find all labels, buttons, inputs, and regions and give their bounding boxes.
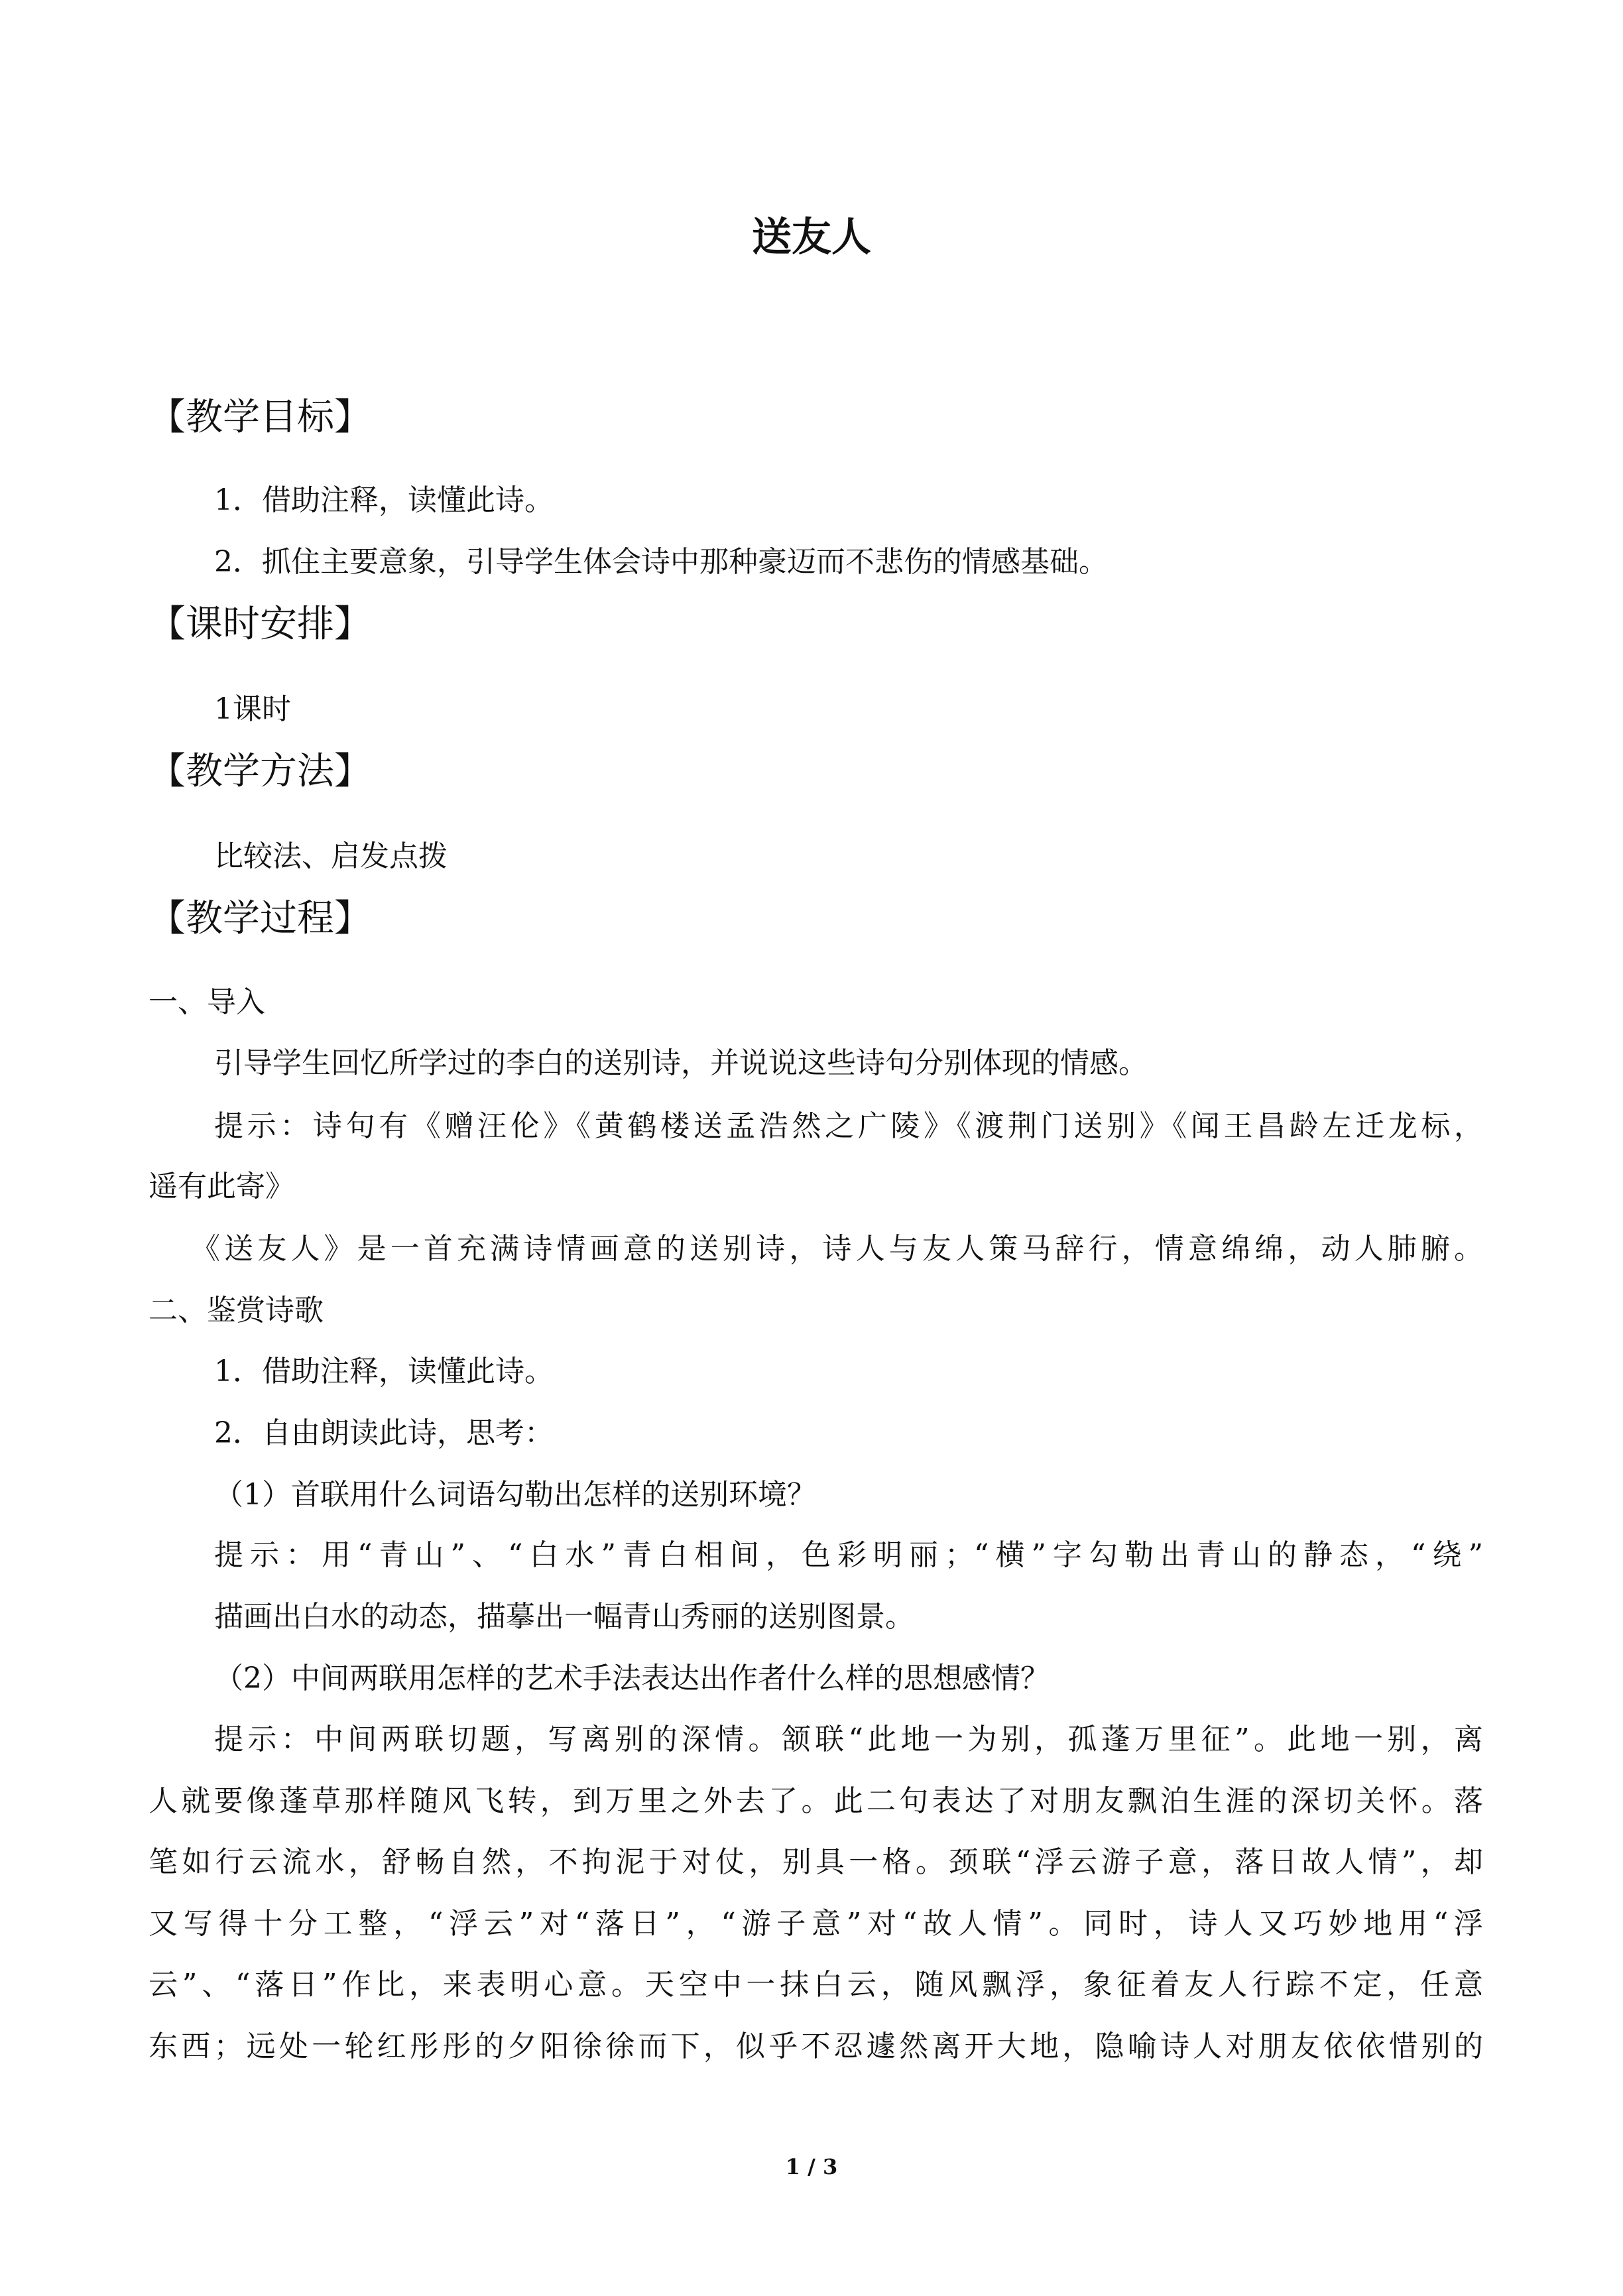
schedule-text: 1课时 <box>214 692 291 726</box>
subheading-intro: 一、导入 <box>149 985 265 1019</box>
methods-text: 比较法、启发点拨 <box>214 839 448 873</box>
answer-2-line-5: 云”、“落日”作比，来表明心意。天空中一抹白云，随风飘浮，象征着友人行踪不定，任意 <box>149 1968 1483 2002</box>
answer-2-line-6: 东西；远处一轮红彤彤的夕阳徐徐而下，似乎不忍遽然离开大地，隐喻诗人对朋友依依惜别的 <box>149 2029 1483 2063</box>
answer-2-line-2: 人就要像蓬草那样随风飞转，到万里之外去了。此二句表达了对朋友飘泊生涯的深切关怀。落 <box>149 1784 1483 1818</box>
intro-hint-line-1: 提示：诗句有《赠汪伦》《黄鹤楼送孟浩然之广陵》《渡荆门送别》《闻王昌龄左迁龙标， <box>214 1109 1483 1143</box>
subheading-appreciation: 二、鉴赏诗歌 <box>149 1294 324 1327</box>
question-2: （2）中间两联用怎样的艺术手法表达出作者什么样的思想感情？ <box>214 1662 1050 1695</box>
objective-item-2: 2．抓住主要意象，引导学生体会诗中那种豪迈而不悲伤的情感基础。 <box>214 545 1108 579</box>
question-1: （1）首联用什么词语勾勒出怎样的送别环境？ <box>214 1478 816 1512</box>
heading-process: 【教学过程】 <box>149 897 371 940</box>
answer-2-line-1: 提示：中间两联切题，写离别的深情。颔联“此地一为别，孤蓬万里征”。此地一别，离 <box>214 1722 1483 1756</box>
heading-methods: 【教学方法】 <box>149 750 371 793</box>
intro-paragraph: 引导学生回忆所学过的李白的送别诗，并说说这些诗句分别体现的情感。 <box>214 1046 1148 1080</box>
intro-hint-line-2: 遥有此寄》 <box>149 1170 294 1203</box>
heading-objectives: 【教学目标】 <box>149 396 371 439</box>
objective-item-1: 1．借助注释，读懂此诗。 <box>214 483 554 517</box>
answer-1-line-2: 描画出白水的动态，描摹出一幅青山秀丽的送别图景。 <box>214 1600 914 1634</box>
document-title: 送友人 <box>752 214 871 261</box>
answer-2-line-3: 笔如行云流水，舒畅自然，不拘泥于对仗，别具一格。颈联“浮云游子意，落日故人情”，却 <box>149 1845 1483 1879</box>
intro-paragraph-2: 《送友人》是一首充满诗情画意的送别诗，诗人与友人策马辞行，情意绵绵，动人肺腑。 <box>191 1232 1483 1266</box>
answer-2-line-4: 又写得十分工整，“浮云”对“落日”，“游子意”对“故人情”。同时，诗人又巧妙地用“浮 <box>149 1907 1483 1941</box>
page-number: 1 / 3 <box>785 2154 838 2179</box>
answer-1-line-1: 提示：用“青山”、“白水”青白相间，色彩明丽；“横”字勾勒出青山的静态，“绕” <box>214 1538 1483 1572</box>
appreciation-item-1: 1．借助注释，读懂此诗。 <box>214 1355 554 1388</box>
appreciation-item-2: 2．自由朗读此诗，思考： <box>214 1416 554 1450</box>
heading-schedule: 【课时安排】 <box>149 603 371 646</box>
